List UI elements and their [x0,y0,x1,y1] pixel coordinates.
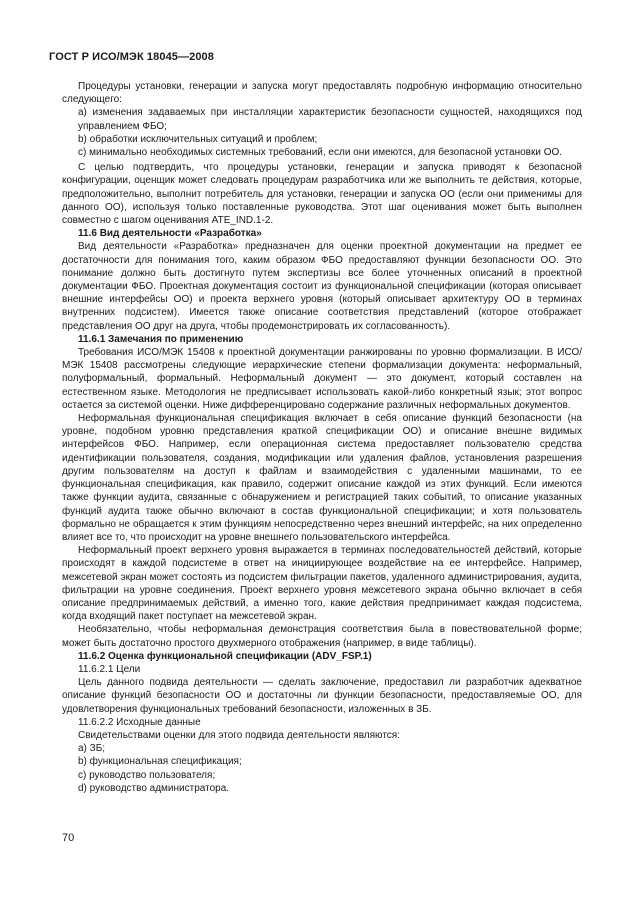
paragraph: Неформальная функциональная спецификация включает в себя описание функций безопасности (на уровне, подобном уровню представления краткой спецификации ОО) и описание внешне видимых интерфейсов ФБО. Например, если операционная система предоставляет пользователю средства идентификации пользователя, создания, модификации или удаления файлов, установления разрешения другим пользователям на доступ к файлам и взаимодействия с удаленными машинами, то ее функциональная спецификация, как правило, содержит описание каждой из этих функций. Если имеются также функции аудита, связанные с обнаружением и регистрацией таких событий, то описание указанных функций аудита также обычно включают в состав функциональной спецификации; и хотя пользователь формально не обращается к этим функциям непосредственно через внешний интерфейс, на них определенно влияет все то, что происходит на уровне внешнего пользовательского интерфейса. [62,413,582,543]
section-heading: 11.6.1 Замечания по применению [78,333,244,345]
paragraph: Процедуры установки, генерации и запуска могут предоставлять подробную информацию относительно следующего: [62,81,582,106]
list-item: с) руководство пользователя; [78,769,216,781]
list-item: а) изменения задаваемых при инсталляции характеристик безопасности сущностей, находящихся под управлением ФБО; [78,107,582,132]
paragraph: Неформальный проект верхнего уровня выражается в терминах последовательностей действий, которые происходят в каждой подсистеме в ответ на инициирующее воздействие на ее интерфейсе. Например, межсетевой экран может состоять из подсистем фильтрации пакетов, удаленного администрирования, аудита, фильтрации на уровне соединения. Проект верхнего уровня межсетевого экрана обычно включает в себя описание предпринимаемых действий, а именно того, какие действия предпринимает каждая подсистема, когда входящий пакет поступает на межсетевой экран. [62,545,582,623]
subsection-heading: 11.6.2.1 Цели [78,663,141,675]
list-item: d) руководство администратора. [78,782,230,794]
paragraph: Свидетельствами оценки для этого подвида деятельности являются: [78,729,400,741]
page-body [62,80,582,795]
subsection-heading: 11.6.2.2 Исходные данные [78,716,201,728]
list-item: b) обработки исключительных ситуаций и проблем; [78,133,318,145]
page-number: 70 [62,832,75,844]
paragraph: Вид деятельности «Разработка» предназначен для оценки проектной документации на предмет ее достаточности для понимания того, каким образом ФБО предоставляют функции безопасности ОО. Это понимание должно быть достигнуто путем экспертизы все более уточненных описаний в проектной документации ФБО. Проектная документация состоит из функциональной спецификации (которая описывает внешние интерфейсы ОО) и проекта верхнего уровня (который описывает архитектуру ОО в терминах внутренних подсистем). Имеется также описание соответствия представлений (которое отображает представления ОО друг на друга, чтобы продемонстрировать их согласованность). [62,241,582,332]
paragraph: Цель данного подвида деятельности — сделать заключение, предоставил ли разработчик адекватное описание функций безопасности ОО и достаточны ли функции безопасности, предоставляемые ОО, для удовлетворения функциональных требований безопасности, изложенных в ЗБ. [62,677,582,715]
list-item: b) функциональная спецификация; [78,756,242,768]
list-item: а) ЗБ; [78,743,106,755]
section-heading: 11.6.2 Оценка функциональной спецификации (ADV_FSP.1) [78,650,372,662]
section-heading: 11.6 Вид деятельности «Разработка» [78,228,262,240]
paragraph: Необязательно, чтобы неформальная демонстрация соответствия была в повествовательной форме; может быть достаточно простого двухмерного отображения (например, в виде таблицы). [62,624,582,649]
paragraph: С целью подтвердить, что процедуры установки, генерации и запуска приводят к безопасной конфигурации, оценщик может следовать процедурам разработчика или же выполнить те действия, которые, предположительно, выполнит потребитель для установки, генерации и запуска ОО (если они применимы для данного ОО), используя только поставленные руководства. Этот шаг оценивания может быть выполнен совместно с шагом оценивания ATE_IND.1-2. [62,162,582,227]
running-header: ГОСТ Р ИСО/МЭК 18045—2008 [49,51,214,63]
list-item: с) минимально необходимых системных требований, если они имеются, для безопасной установки ОО. [78,147,563,159]
paragraph: Требования ИСО/МЭК 15408 к проектной документации ранжированы по уровню формализации. В ИСО/МЭК 15408 рассмотрены следующие иерархические степени формализации документа: неформальный, полуформальный, формальный. Неформальный документ — это документ, который составлен на естественном языке. Методология не предписывает использовать какой-либо конкретный язык; этот вопрос остается за системой оценки. Ниже дифференцировано содержание различных неформальных документов. [62,347,582,411]
